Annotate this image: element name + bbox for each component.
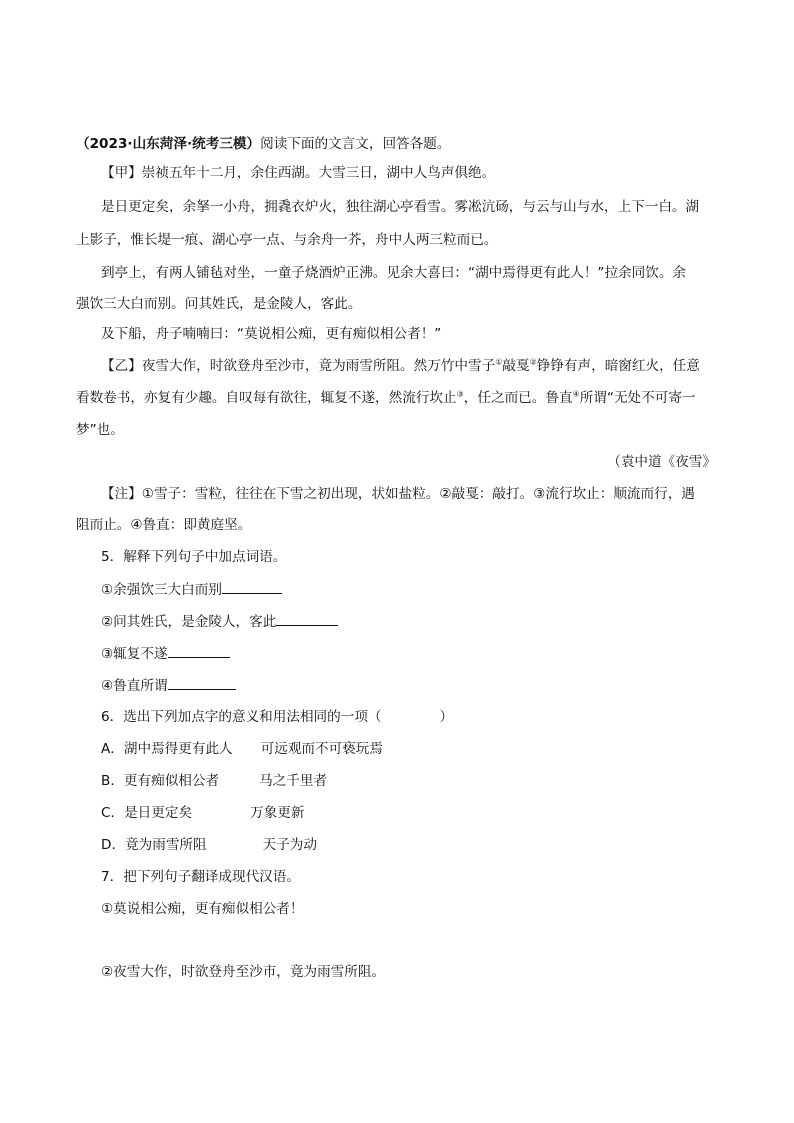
passage-jia-p2-line2: 上影子，惟长堤一痕、湖心亭一点、与余舟一芥，舟中人两三粒而已。 xyxy=(76,232,498,248)
q5-item xyxy=(101,611,338,632)
q6-option-c xyxy=(101,803,304,823)
option-compare: 可远观而不可亵玩焉 xyxy=(260,741,383,757)
q7-stem: 7．把下列句子翻译成现代汉语。 xyxy=(101,869,300,885)
option-compare: 天子为动 xyxy=(262,837,317,853)
answer-blank[interactable] xyxy=(276,611,338,626)
passage-yi-line1 xyxy=(101,356,700,376)
q5-item xyxy=(101,643,230,664)
q6-stem-end: ） xyxy=(439,709,454,725)
footnote-marker: ① xyxy=(495,357,503,367)
option-label: C．是日更定矣 xyxy=(101,805,193,821)
q6-stem xyxy=(101,707,453,727)
q7-item: ②夜雪大作，时欲登舟至沙市，竟为雨雪所阻。 xyxy=(101,964,386,980)
yi-text-a: 【乙】夜雪大作，时欲登舟至沙市，竟为雨雪所阻。然万竹中雪子 xyxy=(101,358,496,374)
footnote-marker: ② xyxy=(529,357,537,367)
yi-text-c: 铮铮有声，暗窗红火，任意 xyxy=(536,358,700,374)
option-label: D．竟为雨雪所阻 xyxy=(101,837,207,853)
note-line2: 阻而止。④鲁直：即黄庭坚。 xyxy=(76,517,252,533)
passage-yi-line3: 梦”也。 xyxy=(76,422,124,438)
answer-blank[interactable] xyxy=(168,643,230,658)
passage-yi-line2 xyxy=(76,388,696,408)
intro-text: 阅读下面的文言文，回答各题。 xyxy=(260,136,451,152)
q5-item xyxy=(101,579,282,600)
yi-text-f: 所谓“无处不可寄一 xyxy=(579,390,696,406)
q6-option-d xyxy=(101,835,317,855)
q5-item-text: ③辄复不遂 xyxy=(101,646,168,662)
q7-item: ①莫说相公痴，更有痴似相公者！ xyxy=(101,901,304,917)
question-intro xyxy=(76,134,450,154)
q5-item xyxy=(101,675,236,696)
passage-jia-p2-line1: 是日更定矣，余拏一小舟，拥毳衣炉火，独往湖心亭看雪。雾凇沆砀，与云与山与水，上下一白。湖 xyxy=(101,199,700,215)
passage-jia-p1: 【甲】崇祯五年十二月，余住西湖。大雪三日，湖中人鸟声俱绝。 xyxy=(101,165,496,181)
answer-blank[interactable] xyxy=(168,675,236,690)
source-label: （2023·山东菏泽·统考三模） xyxy=(76,136,261,152)
option-label: A．湖中焉得更有此人 xyxy=(101,741,233,757)
passage-attribution: （袁中道《夜雪》 xyxy=(607,454,716,470)
q6-option-a xyxy=(101,739,383,759)
option-compare: 万象更新 xyxy=(250,805,305,821)
option-compare: 马之千里者 xyxy=(259,773,328,789)
q5-item-text: ④鲁直所谓 xyxy=(101,678,168,694)
footnote-marker: ④ xyxy=(572,389,580,399)
q6-stem-text: 6．选出下列加点字的意义和用法相同的一项（ xyxy=(101,709,382,725)
passage-jia-p3-line2: 强饮三大白而别。问其姓氏，是金陵人，客此。 xyxy=(76,296,362,312)
footnote-marker: ③ xyxy=(456,389,464,399)
q5-stem: 5．解释下列句子中加点词语。 xyxy=(101,549,287,565)
passage-jia-p4: 及下船，舟子喃喃曰：“莫说相公痴，更有痴似相公者！” xyxy=(101,326,442,342)
answer-blank[interactable] xyxy=(222,579,282,594)
q5-item-text: ②问其姓氏，是金陵人，客此 xyxy=(101,614,277,630)
yi-text-e: ，任之而已。鲁直 xyxy=(463,390,573,406)
yi-text-b: 敲戛 xyxy=(502,358,530,374)
q6-option-b xyxy=(101,771,327,791)
option-label: B．更有痴似相公者 xyxy=(101,773,220,789)
note-line1: 【注】①雪子：雪粒，往往在下雪之初出现，状如盐粒。②敲戛：敲打。③流行坎止：顺流而行，遇 xyxy=(101,486,695,502)
passage-jia-p3-line1: 到亭上，有两人铺毡对坐，一童子烧酒炉正沸。见余大喜曰：“湖中焉得更有此人！”拉余同饮。余 xyxy=(101,265,687,281)
yi-text-d: 看数卷书，亦复有少趣。自叹每有欲往，辄复不遂，然流行坎止 xyxy=(76,390,457,406)
q5-item-text: ①余强饮三大白而别 xyxy=(101,582,222,598)
